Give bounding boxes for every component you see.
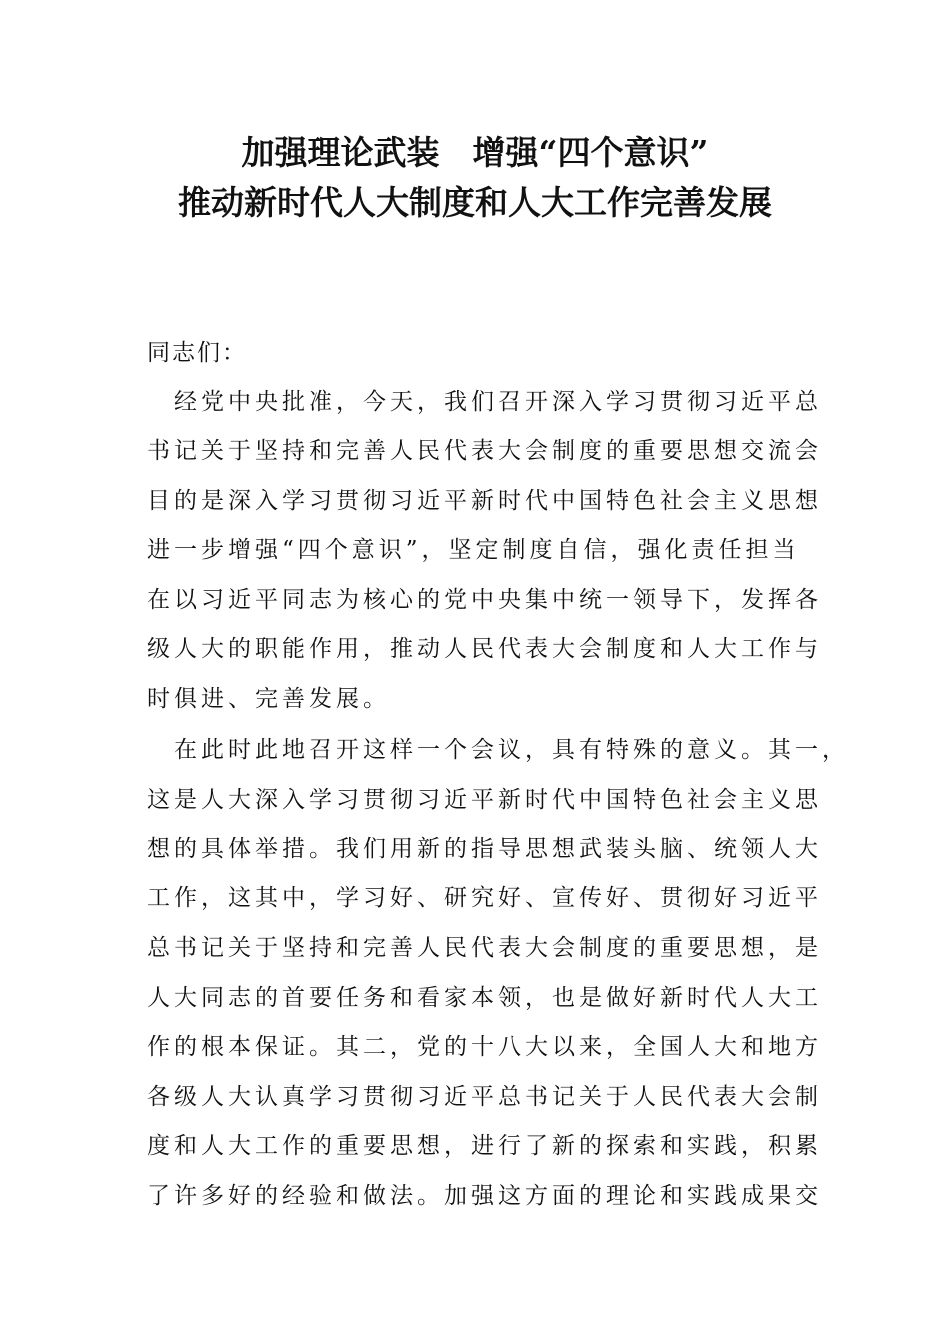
document-title-line-2: 推动新时代人大制度和人大工作完善发展 <box>178 183 772 222</box>
paragraph-2-line: 各级人大认真学习贯彻习近平总书记关于人民代表大会制 <box>147 1084 822 1110</box>
paragraph-1-line: 进一步增强“四个意识”，坚定制度自信，强化责任担当 <box>147 537 800 563</box>
paragraph-2-line: 想的具体举措。我们用新的指导思想武装头脑、统领人大 <box>147 836 822 862</box>
paragraph-2-line: 总书记关于坚持和完善人民代表大会制度的重要思想，是 <box>147 935 822 961</box>
paragraph-1-line: 级人大的职能作用，推动人民代表大会制度和人大工作与 <box>147 636 822 662</box>
paragraph-2-line: 了许多好的经验和做法。加强这方面的理论和实践成果交 <box>147 1183 822 1209</box>
paragraph-2-line: 在此时此地召开这样一个会议，具有特殊的意义。其一， <box>147 737 849 763</box>
paragraph-1-line: 目的是深入学习贯彻习近平新时代中国特色社会主义思想 <box>147 488 822 514</box>
paragraph-2-line: 度和人大工作的重要思想，进行了新的探索和实践，积累 <box>147 1133 822 1159</box>
paragraph-1-line: 书记关于坚持和完善人民代表大会制度的重要思想交流会 <box>147 438 822 464</box>
paragraph-1-line: 时俱进、完善发展。 <box>147 686 390 712</box>
document-title-line-1: 加强理论武装 增强“四个意识” <box>241 133 709 172</box>
paragraph-2-line: 作的根本保证。其二，党的十八大以来，全国人大和地方 <box>147 1034 822 1060</box>
salutation: 同志们： <box>147 340 247 366</box>
paragraph-1-line: 在以习近平同志为核心的党中央集中统一领导下，发挥各 <box>147 587 822 613</box>
paragraph-2-line: 人大同志的首要任务和看家本领，也是做好新时代人大工 <box>147 985 822 1011</box>
paragraph-2-line: 这是人大深入学习贯彻习近平新时代中国特色社会主义思 <box>147 787 822 813</box>
paragraph-2-line: 工作，这其中，学习好、研究好、宣传好、贯彻好习近平 <box>147 885 822 911</box>
paragraph-1-line: 经党中央批准，今天，我们召开深入学习贯彻习近平总 <box>147 389 822 415</box>
